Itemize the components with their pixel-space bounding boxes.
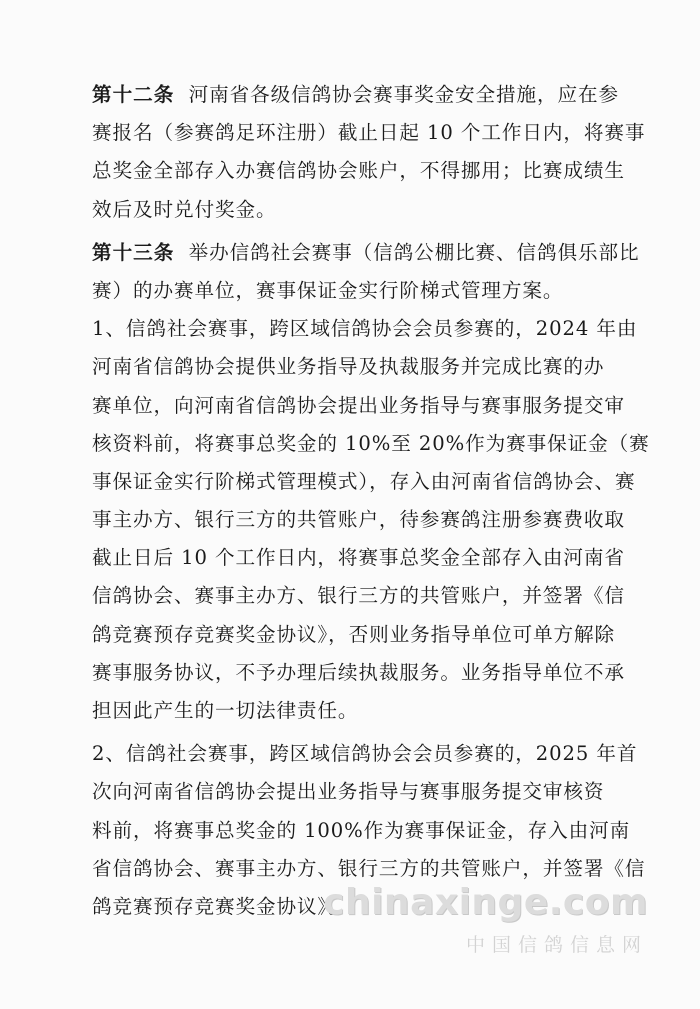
article-13 xyxy=(92,234,640,310)
article-12-line-1 xyxy=(92,76,620,114)
item-2-line: 鸽竞赛预存竞赛奖金协议》。 xyxy=(92,894,349,918)
item-1-line: 截止日后 10 个工作日内，将赛事总奖金全部存入由河南省 xyxy=(92,546,625,570)
item-1-line: 担因此产生的一切法律责任。 xyxy=(92,699,359,722)
watermark-site-name: 中国信鸽信息网 xyxy=(465,934,648,956)
article-12 xyxy=(92,76,646,229)
article-12-label: 第十二条 xyxy=(92,83,175,106)
item-2-line: 料前，将赛事总奖金的 100%作为赛事保证金，存入由河南 xyxy=(92,818,631,842)
item-1 xyxy=(92,310,650,730)
item-1-line: 河南省信鸽协会提供业务指导及执裁服务并完成比赛的办 xyxy=(92,355,605,379)
item-1-line: 赛单位，向河南省信鸽协会提出业务指导与赛事服务提交审 xyxy=(92,393,625,417)
article-12-line-3: 总奖金全部存入办赛信鸽协会账户，不得挪用；比赛成绩生 xyxy=(92,159,625,183)
item-1-line: 赛事服务协议，不予办理后续执裁服务。业务指导单位不承 xyxy=(92,660,625,684)
item-1-line: 1、信鸽社会赛事，跨区域信鸽协会会员参赛的，2024 年由 xyxy=(92,317,638,341)
item-1-line: 信鸽协会、赛事主办方、银行三方的共管账户，并签署《信 xyxy=(92,584,625,608)
item-1-line: 核资料前，将赛事总奖金的 10%至 20%作为赛事保证金（赛 xyxy=(92,431,650,455)
item-2-line: 2、信鸽社会赛事，跨区域信鸽协会会员参赛的，2025 年首 xyxy=(92,742,638,766)
article-13-line-1 xyxy=(92,234,640,272)
item-1-line: 事保证金实行阶梯式管理模式），存入由河南省信鸽协会、赛 xyxy=(92,469,636,493)
article-13-label: 第十三条 xyxy=(92,240,175,264)
article-12-line-2: 赛报名（参赛鸽足环注册）截止日起 10 个工作日内，将赛事 xyxy=(92,121,646,145)
article-13-line-2: 赛）的办赛单位，赛事保证金实行阶梯式管理方案。 xyxy=(92,278,564,302)
article-12-text: 河南省各级信鸽协会赛事奖金安全措施，应在参 xyxy=(188,83,620,106)
watermark-domain: chinaxinge.com xyxy=(323,882,648,923)
article-12-line-4: 效后及时兑付奖金。 xyxy=(92,197,277,221)
item-2-line: 次向河南省信鸽协会提出业务指导与赛事服务提交审核资 xyxy=(92,780,605,804)
article-13-text: 举办信鸽社会赛事（信鸽公棚比赛、信鸽俱乐部比 xyxy=(188,240,640,264)
document-body xyxy=(92,76,650,926)
item-2-line: 省信鸽协会、赛事主办方、银行三方的共管账户，并签署《信 xyxy=(92,856,646,880)
item-1-line: 鸽竞赛预存竞赛奖金协议》，否则业务指导单位可单方解除 xyxy=(92,622,616,646)
item-1-line: 事主办方、银行三方的共管账户，待参赛鸽注册参赛费收取 xyxy=(92,508,625,532)
